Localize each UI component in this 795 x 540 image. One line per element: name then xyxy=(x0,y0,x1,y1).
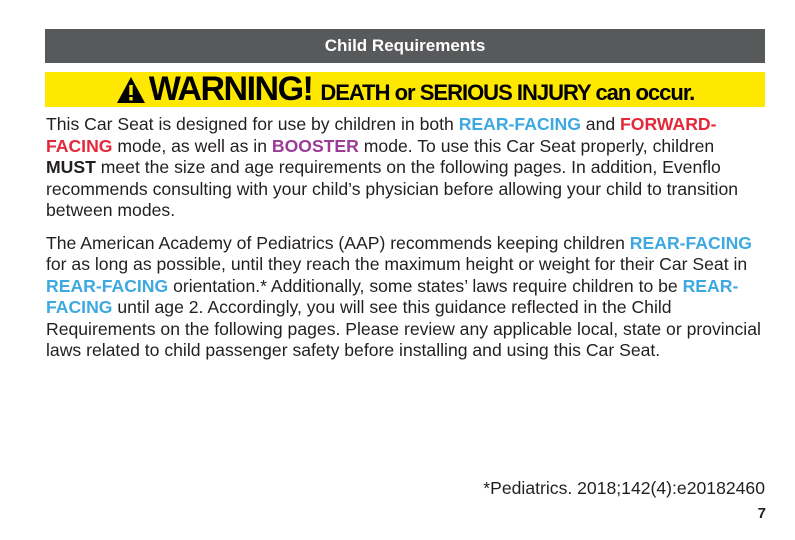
text-segment: mode, as well as in xyxy=(112,135,272,156)
rear-facing-term: REAR-FACING xyxy=(629,232,752,253)
text-segment: and xyxy=(580,114,621,134)
page-number: 7 xyxy=(757,505,766,522)
rear-facing-term: REAR-FACING xyxy=(458,114,581,134)
booster-term: BOOSTER xyxy=(271,135,359,156)
forward-facing-term: FORWARD-FACING xyxy=(46,114,717,156)
body-text xyxy=(46,114,768,373)
text-segment: until age 2. Accordingly, you will see this guidance reflected in the Child Requirements on the following pages. Please review any applicable local, state or provincial laws related to child passenger safety before installing and using this Car Seat. xyxy=(46,297,761,360)
text-segment: meet the size and age requirements on the following pages. In addition, Evenflo recommends consulting with your child’s physician before allowing your child to transition between modes. xyxy=(46,157,739,220)
warning-word: WARNING! xyxy=(148,72,313,107)
text-segment: mode. To use this Car Seat properly, children xyxy=(358,135,715,156)
text-segment: This Car Seat is designed for use by children in both xyxy=(46,114,459,134)
paragraph-aap xyxy=(46,233,768,362)
warning-triangle-icon xyxy=(116,76,146,104)
must-term: MUST xyxy=(46,157,96,177)
text-segment: for as long as possible, until they reach the maximum height or weight for their Car Seat in xyxy=(46,254,748,274)
warning-banner xyxy=(45,72,765,107)
rear-facing-term: REAR-FACING xyxy=(46,275,739,317)
rear-facing-term: REAR-FACING xyxy=(46,275,169,296)
text-segment: orientation.* Additionally, some states’ laws require children to be xyxy=(168,275,683,296)
paragraph-modes xyxy=(46,114,768,222)
section-header-bar xyxy=(45,29,765,63)
text-segment: The American Academy of Pediatrics (AAP) recommends keeping children xyxy=(46,232,630,253)
warning-text: DEATH or SERIOUS INJURY can occur. xyxy=(320,80,695,105)
section-title: Child Requirements xyxy=(324,36,486,55)
footnote-citation: *Pediatrics. 2018;142(4):e20182460 xyxy=(483,478,765,498)
warning-content xyxy=(116,72,695,107)
